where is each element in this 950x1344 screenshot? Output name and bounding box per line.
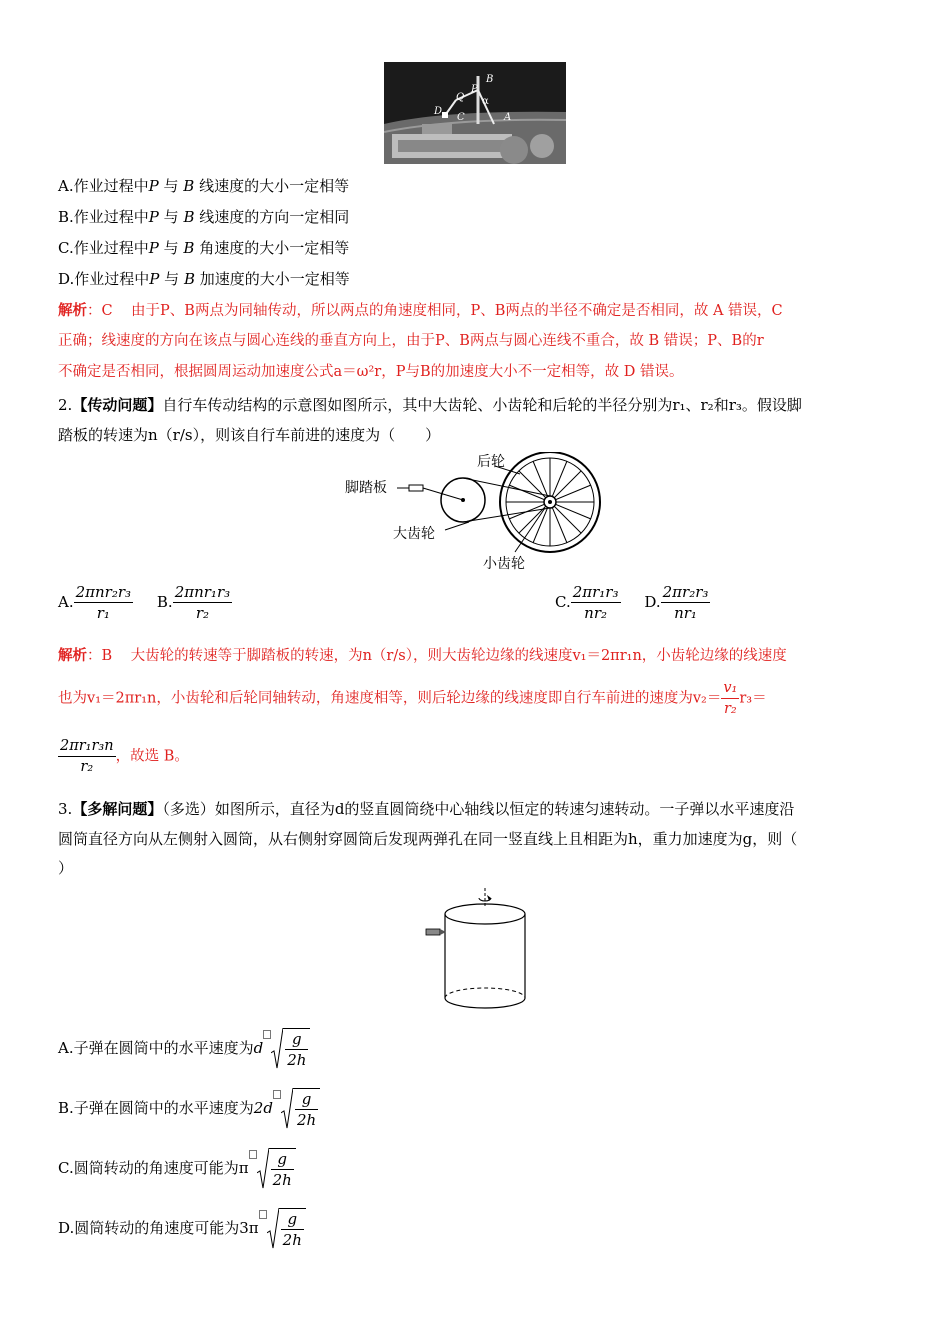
q1-analysis-line3: 不确定是否相同，根据圆周运动加速度公式a＝ω²r，P与B的加速度大小不一定相等，故 D 错误。	[58, 364, 684, 380]
q2-stem-line2: 踏板的转速为n（r/s），则该自行车前进的速度为（ ）	[58, 426, 441, 444]
q3-stem-line2: 圆筒直径方向从左侧射入圆筒，从右侧射穿圆筒后发现两弹孔在同一竖直线上且相距为h，重力加速度为g，则（	[58, 830, 798, 848]
bicycle-transmission-figure	[345, 452, 605, 572]
q1-option-d: D.作业过程中P 与 B 加速度的大小一定相等	[58, 270, 350, 288]
space-station-photo	[384, 62, 566, 164]
q2-option-d: D. $\frac{\text{2πr₂r₃}}{\text{nr₁}}$	[644, 583, 709, 622]
q3-stem-line3: ）	[58, 859, 74, 877]
q1-option-c: C.作业过程中P 与 B 角速度的大小一定相等	[58, 239, 350, 257]
q1-option-b: B.作业过程中P 与 B 线速度的方向一定相同	[58, 208, 350, 226]
label-P: P	[471, 84, 478, 95]
q2-options-cd	[555, 582, 710, 623]
label-small-gear: 小齿轮	[483, 556, 525, 572]
label-C: C	[457, 112, 465, 123]
cylinder-figure	[420, 886, 550, 1012]
q2-stem-line1: 2.【传动问题】自行车传动结构的示意图如图所示，其中大齿轮、小齿轮和后轮的半径分别为r₁、r₂和r₃。假设脚	[58, 396, 802, 414]
label-Q: Q	[456, 92, 465, 103]
q1-analysis-line1: 解析：C 由于P、B两点为同轴传动，所以两点的角速度相同，P、B两点的半径不确定是否相同，故 A 错误，C	[58, 302, 783, 319]
label-A: A	[504, 112, 512, 123]
q1-analysis-line2: 正确；线速度的方向在该点与圆心连线的垂直方向上，由于P、B两点与圆心连线不重合，故 B 错误；P、B的r	[58, 333, 764, 349]
label-B: B	[486, 74, 494, 85]
label-alpha: α	[482, 96, 489, 107]
q3-option-d: D.圆筒转动的角速度可能为3π $\frac{g}{2h}$	[58, 1208, 306, 1250]
q2-option-a: A. $\frac{\text{2πnr₂r₃}}{\text{r₁}}$	[58, 583, 132, 622]
robot-arm-figure	[384, 62, 566, 164]
label-pedal: 脚踏板	[345, 480, 387, 496]
label-big-gear: 大齿轮	[393, 526, 435, 542]
label-D: D	[434, 106, 443, 117]
q1-option-a: A.作业过程中P 与 B 线速度的大小一定相等	[58, 177, 350, 195]
q2-option-c: C. $\frac{\text{2πr₁r₃}}{\text{nr₂}}$	[555, 583, 619, 622]
q3-option-a: A.子弹在圆筒中的水平速度为d $\frac{g}{2h}$	[58, 1028, 310, 1070]
q2-options-ab	[58, 582, 232, 623]
q2-analysis-line1: 解析：B 大齿轮的转速等于脚踏板的转速，为n（r/s），则大齿轮边缘的线速度v₁＝2πr₁n，小齿轮边缘的线速度	[58, 647, 787, 664]
q2-option-b: B. $\frac{\text{2πnr₁r₃}}{\text{r₂}}$	[156, 583, 231, 622]
q3-stem-line1: 3.【多解问题】（多选）如图所示，直径为d的竖直圆筒绕中心轴线以恒定的转速匀速转动。一子弹以水平速度沿	[58, 800, 795, 818]
q3-option-c: C.圆筒转动的角速度可能为π $\frac{g}{2h}$	[58, 1148, 296, 1190]
q2-analysis-line2: 也为v₁＝2πr₁n，小齿轮和后轮同轴转动，角速度相等，则后轮边缘的线速度即自行车前进的速度为v₂＝ $\frac{\text{v₁}}{\text{r₂}}$ r₃＝	[58, 680, 767, 717]
q2-analysis-line3: $\frac{\text{2πr₁r₃n}}{\text{r₂}}$ ，故选 B。	[60, 738, 189, 775]
q3-option-b: B.子弹在圆筒中的水平速度为2d $\frac{g}{2h}$	[58, 1088, 320, 1130]
label-rear-wheel: 后轮	[477, 454, 505, 470]
